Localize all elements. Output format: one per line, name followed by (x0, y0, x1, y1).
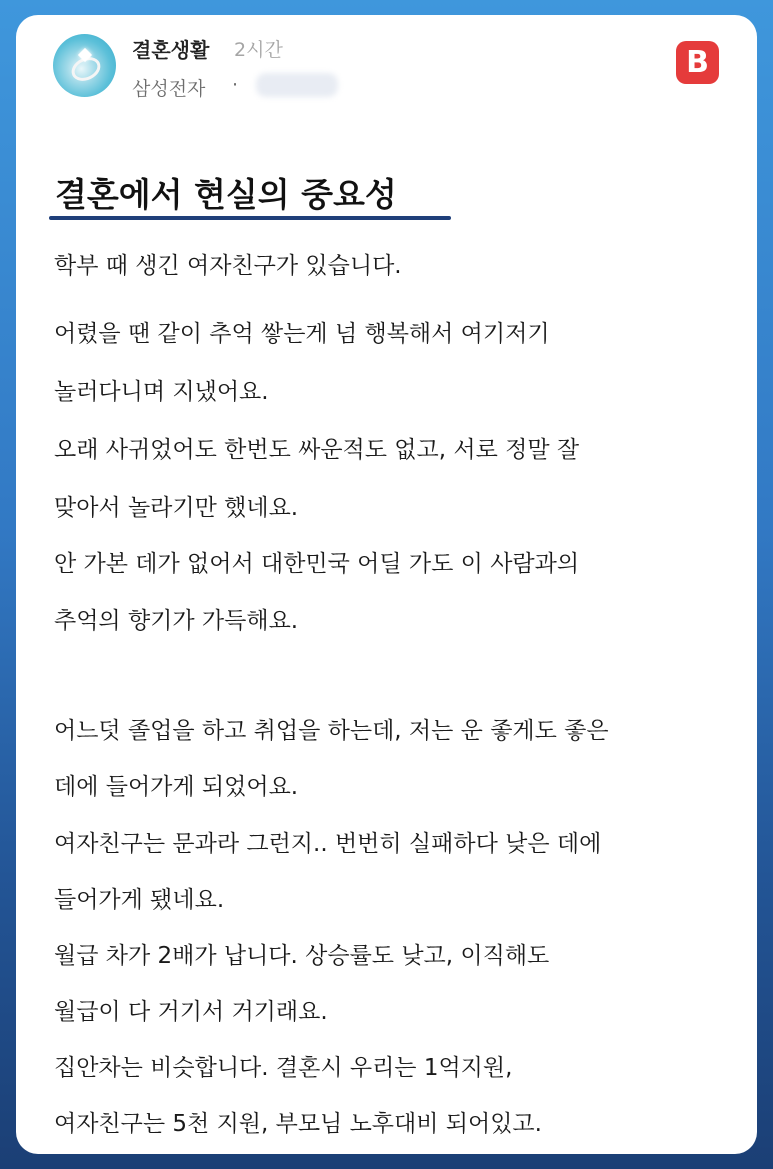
body-line: 여자친구는 5천 지원, 부모님 노후대비 되어있고. (54, 1111, 542, 1137)
body-line: 추억의 향기가 가득해요. (54, 608, 299, 634)
body-line: 맞아서 놀라기만 했네요. (54, 495, 299, 521)
blurred-author-id (256, 73, 338, 97)
post-time: 2시간 (234, 39, 283, 61)
author-company: 삼성전자 (132, 78, 206, 100)
body-line: 월급이 다 거기서 거기래요. (54, 999, 328, 1025)
body-line: 월급 차가 2배가 납니다. 상승률도 낮고, 이직해도 (54, 943, 550, 969)
body-line: 여자친구는 문과라 그런지.. 번번히 실패하다 낮은 데에 (54, 831, 602, 857)
author-avatar[interactable] (53, 34, 116, 97)
body-line: 데에 들어가게 되었어요. (54, 774, 299, 800)
body-line: 안 가본 데가 없어서 대한민국 어딜 가도 이 사람과의 (54, 551, 580, 577)
meta-separator: · (232, 74, 239, 96)
body-line: 집안차는 비슷합니다. 결혼시 우리는 1억지원, (54, 1055, 513, 1081)
body-line: 오래 사귀었어도 한번도 싸운적도 없고, 서로 정말 잘 (54, 437, 580, 463)
body-line: 놀러다니며 지냈어요. (54, 379, 269, 405)
body-line: 들어가게 됐네요. (54, 887, 225, 913)
author-name[interactable]: 결혼생활 (132, 38, 210, 62)
app-logo-icon: B (676, 41, 719, 84)
body-line: 어렸을 땐 같이 추억 쌓는게 넘 행복해서 여기저기 (54, 321, 550, 347)
post-title: 결혼에서 현실의 중요성 (55, 175, 397, 214)
body-line: 어느덧 졸업을 하고 취업을 하는데, 저는 운 좋게도 좋은 (54, 718, 609, 744)
body-line: 학부 때 생긴 여자친구가 있습니다. (54, 253, 402, 279)
title-underline (49, 216, 451, 220)
post-card (16, 15, 757, 1154)
